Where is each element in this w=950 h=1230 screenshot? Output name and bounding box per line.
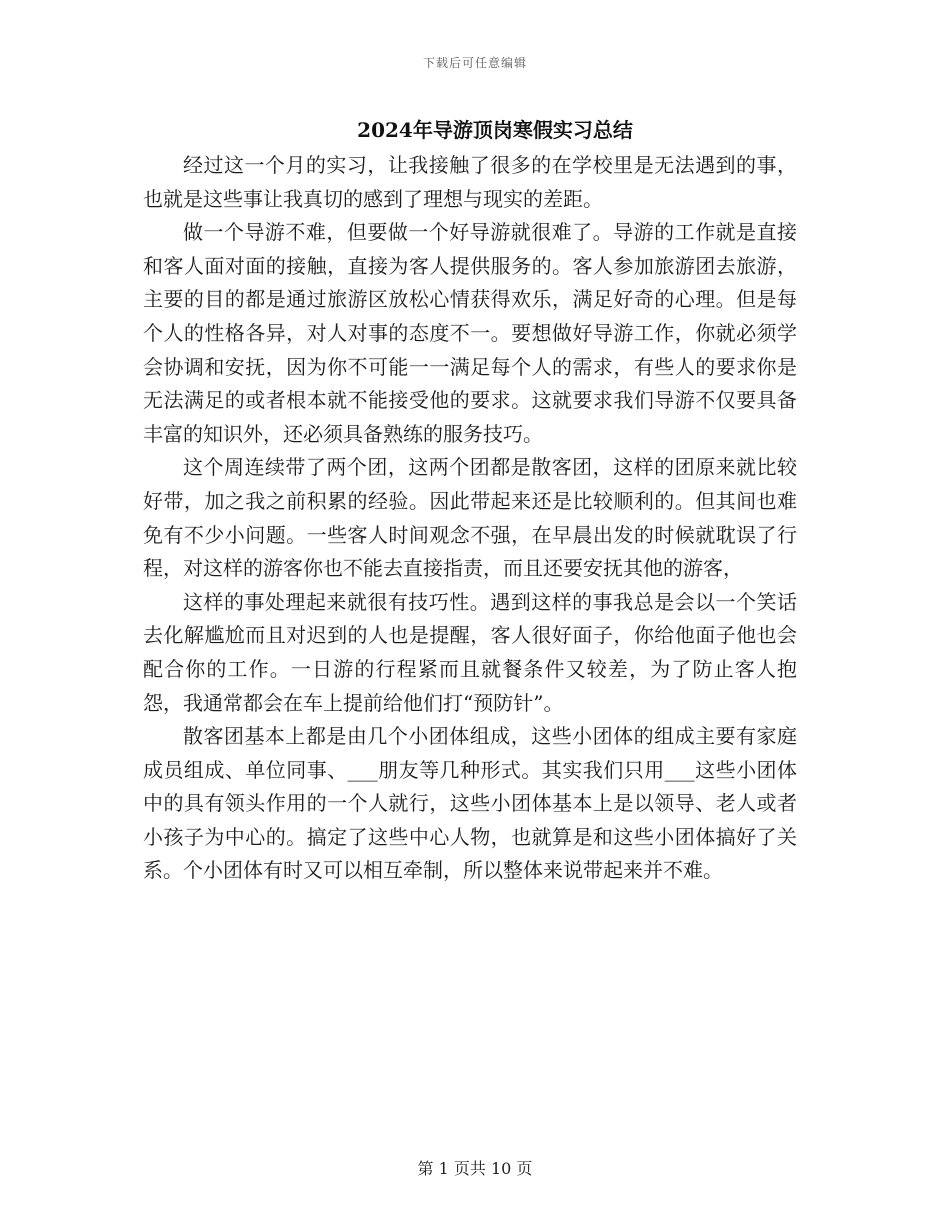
paragraph: 做一个导游不难，但要做一个好导游就很难了。导游的工作就是直接和客人面对面的接触，直接为客人提供服务的。客人参加旅游团去旅游，主要的目的都是通过旅游区放松心情获得欢乐，满足好奇的心理。但是每个人的性格各异，对人对事的态度不一。要想做好导游工作，你就必须学会协调和安抚，因为你不可能一一满足每个人的需求，有些人的要求你是无法满足的或者根本就不能接受他的要求。这就要求我们导游不仅要具备丰富的知识外，还必须具备熟练的服务技巧。 <box>143 220 797 446</box>
paragraph: 这样的事处理起来就很有技巧性。遇到这样的事我总是会以一个笑话去化解尴尬而且对迟到的人也是提醒，客人很好面子，你给他面子他也会配合你的工作。一日游的行程紧而且就餐条件又较差，为了防止客人抱怨，我通常都会在车上提前给他们打“预防针”。 <box>143 589 797 715</box>
page-number: 第 1 页共 10 页 <box>417 1159 533 1178</box>
header-note: 下载后可任意编辑 <box>422 56 527 70</box>
paragraph: 散客团基本上都是由几个小团体组成，这些小团体的组成主要有家庭成员组成、单位同事、___朋友等几种形式。其实我们只用___这些小团体中的具有领头作用的一个人就行，这些小团体基本上是以领导、老人或者小孩子为中心的。搞定了这些中心人物，也就算是和这些小团体搞好了关系。个小团体有时又可以相互牵制，所以整体来说带起来并不难。 <box>143 724 797 883</box>
document-title: 2024年导游顶岗寒假实习总结 <box>357 118 633 142</box>
document-body <box>143 149 797 888</box>
paragraph: 这个周连续带了两个团，这两个团都是散客团，这样的团原来就比较好带，加之我之前积累的经验。因此带起来还是比较顺利的。但其间也难免有不少小问题。一些客人时间观念不强，在早晨出发的时候就耽误了行程，对这样的游客你也不能去直接指责，而且还要安抚其他的游客， <box>143 455 797 581</box>
paragraph: 经过这一个月的实习，让我接触了很多的在学校里是无法遇到的事，也就是这些事让我真切的感到了理想与现实的差距。 <box>143 153 797 211</box>
